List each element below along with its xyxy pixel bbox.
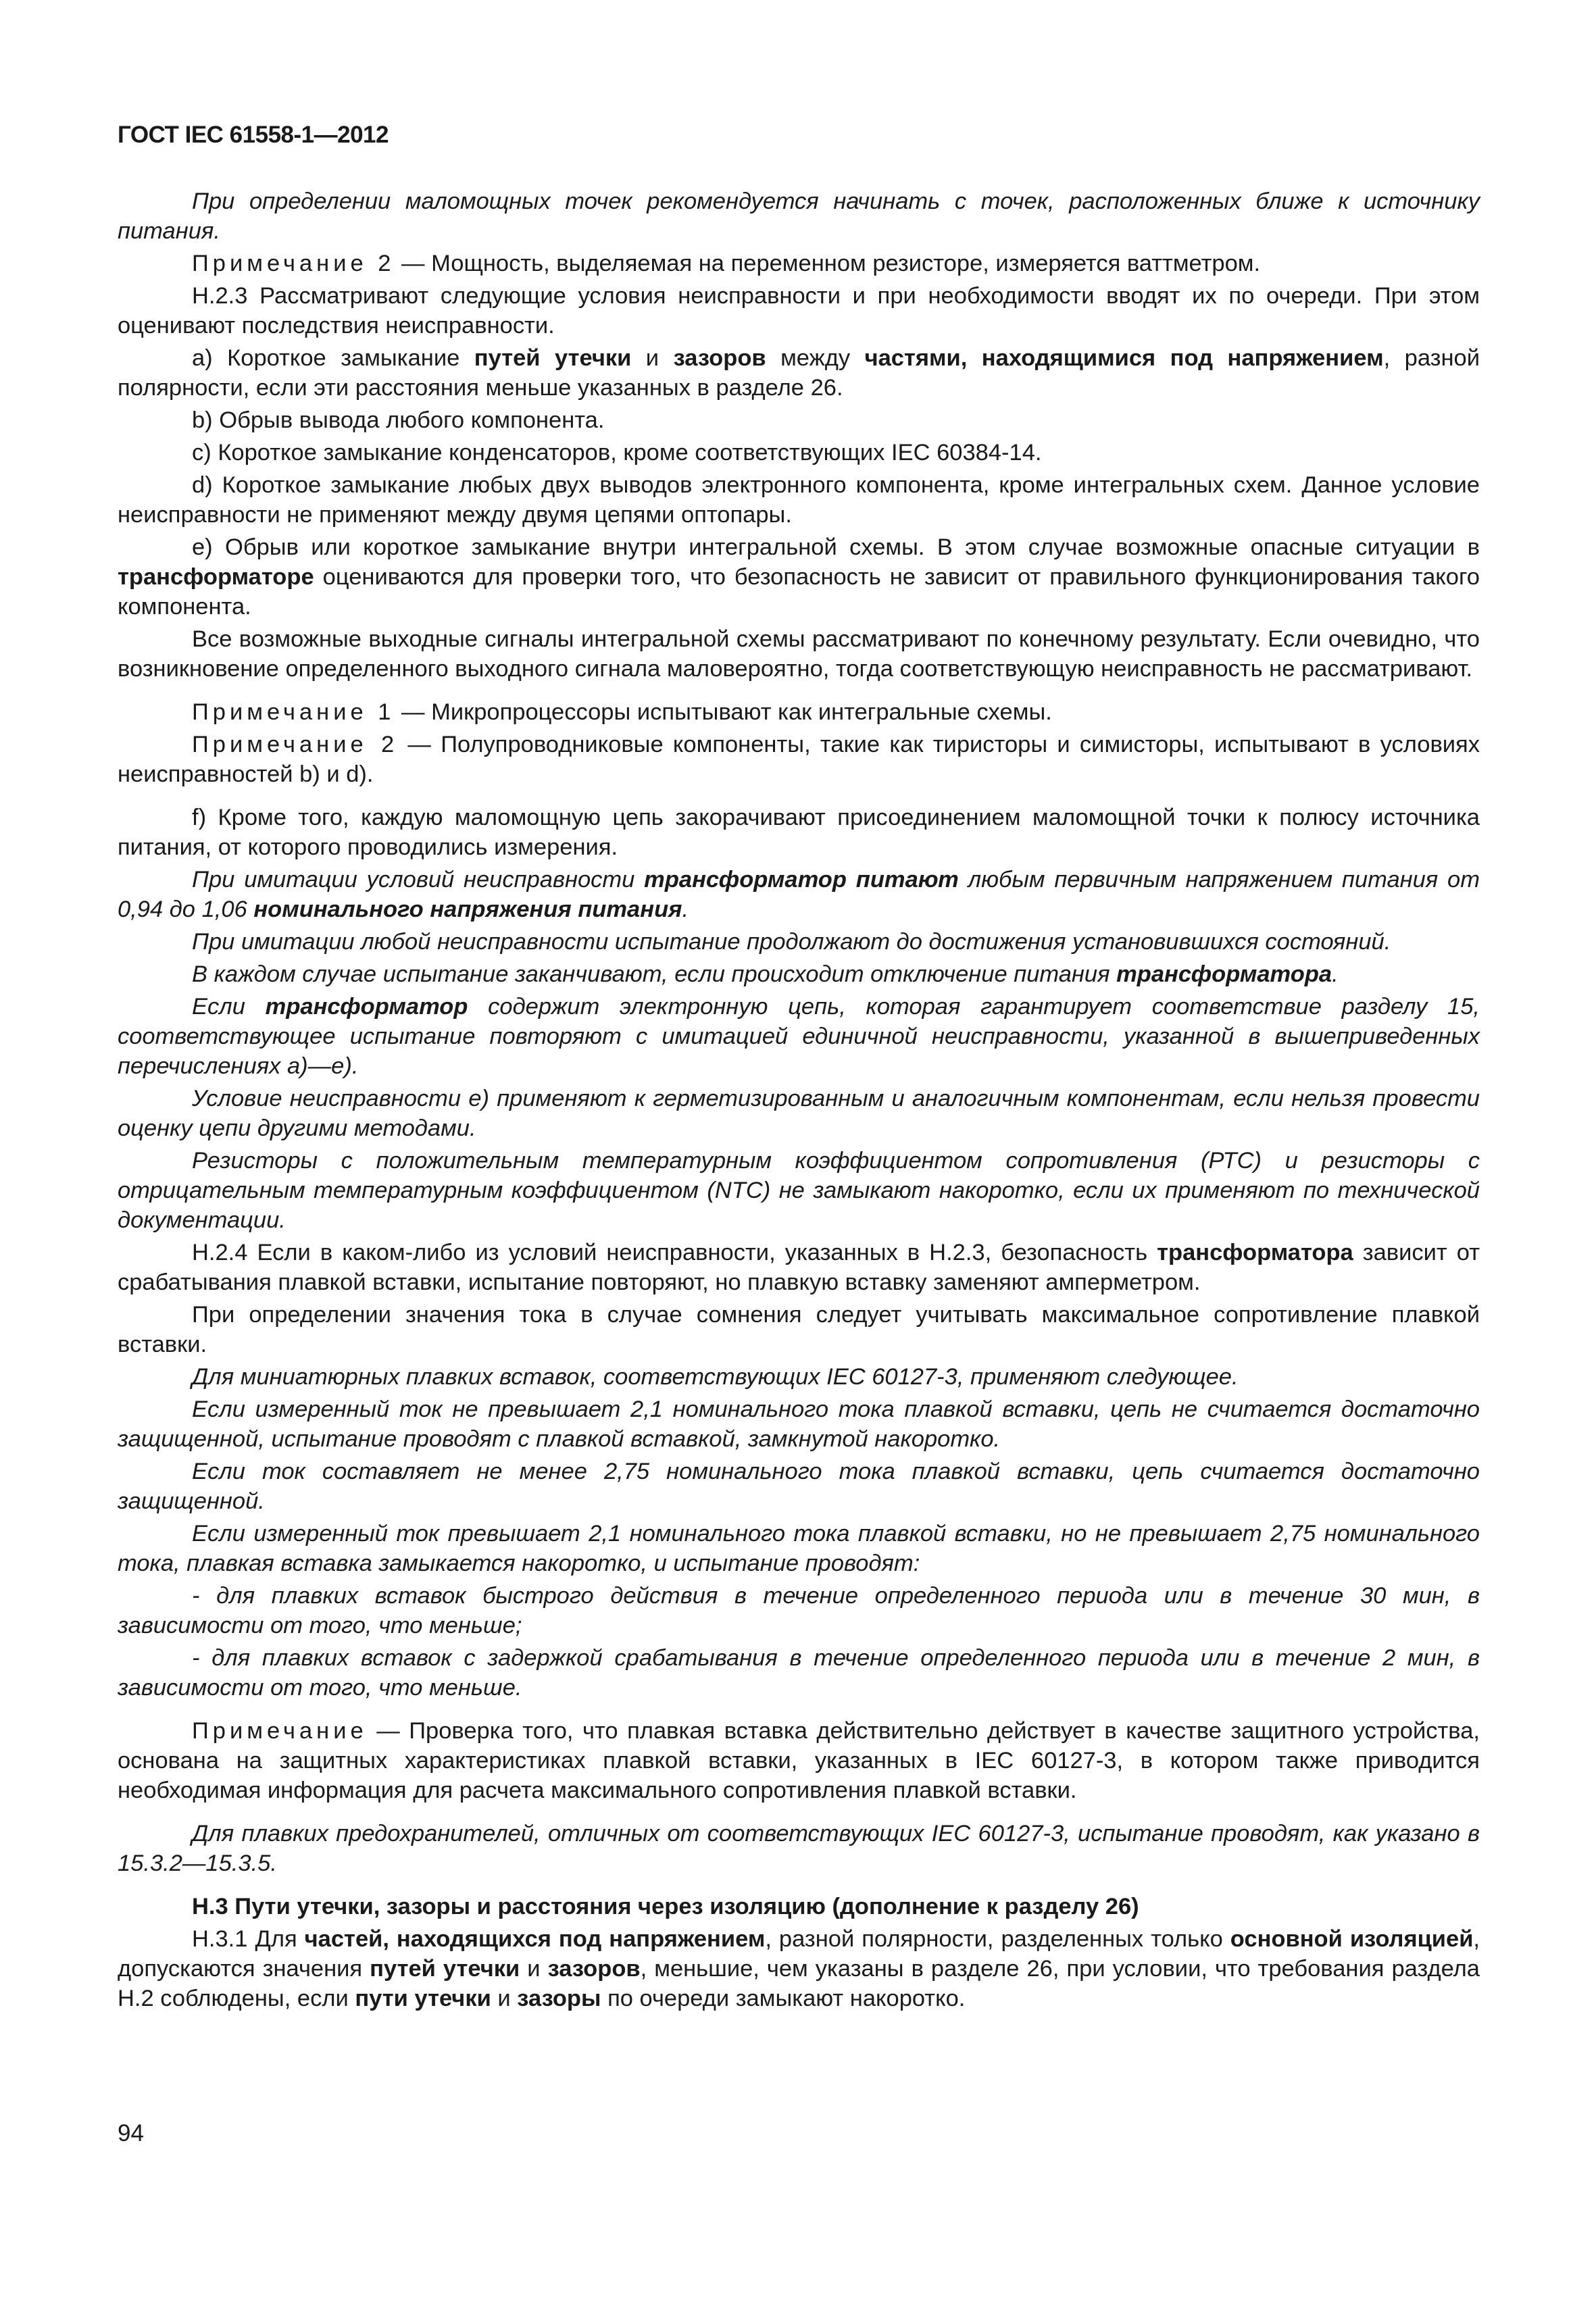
text-run: а) Короткое замыкание <box>192 345 474 371</box>
text-run: , меньшие, чем указаны в разделе 26, при условии, что требования раздела Н.2 соблюдены, если <box>118 1956 1480 2011</box>
paragraph: При определении маломощных точек рекомендуется начинать с точек, расположенных ближе к источнику питания. <box>118 188 1480 244</box>
paragraph: Все возможные выходные сигналы интегральной схемы рассматривают по конечному результату. Если очевидно, что возникновение определенного выходного сигнала маловероятно, тогда соответствующую неисправность не рассматривают. <box>118 626 1480 682</box>
note-text: — Мощность, выделяемая на переменном резисторе, измеряется ваттметром. <box>395 251 1261 276</box>
term-bold: путей утечки <box>370 1956 520 1982</box>
text-run: Н.2.4 Если в каком-либо из условий неисправности, указанных в Н.2.3, безопасность <box>192 1240 1157 1265</box>
text-run: и <box>520 1956 548 1982</box>
term-bold: номинального напряжения питания <box>253 897 682 922</box>
term-bold: зазоры <box>517 1986 601 2011</box>
term-bold: трансформатора <box>1157 1240 1353 1265</box>
text-run: Н.3.1 Для <box>192 1926 305 1952</box>
paragraph <box>118 532 1480 622</box>
paragraph: При определении значения тока в случае сомнения следует учитывать максимальное сопротивление плавкой вставки. <box>118 1302 1480 1357</box>
paragraph: Если ток составляет не менее 2,75 номинального тока плавкой вставки, цепь считается достаточно защищенной. <box>118 1459 1480 1514</box>
paragraph: - для плавких вставок с задержкой срабатывания в течение определенного периода или в течение 2 мин, в зависимости от того, что меньше. <box>118 1645 1480 1701</box>
paragraph: Условие неисправности е) применяют к герметизированным и аналогичным компонентам, если нельзя провести оценку цепи другими методами. <box>118 1086 1480 1141</box>
paragraph: b) Обрыв вывода любого компонента. <box>192 407 605 433</box>
text-run: и <box>631 345 674 371</box>
paragraph <box>118 1924 1480 2013</box>
paragraph: f) Кроме того, каждую маломощную цепь закорачивают присоединением маломощной точки к полюсу источника питания, от которого проводились измерения. <box>118 805 1480 860</box>
text-run: , разной полярности, если эти расстояния меньше указанных в разделе 26. <box>118 345 1480 401</box>
paragraph: Для миниатюрных плавких вставок, соответствующих IEC 60127-3, применяют следующее. <box>192 1364 1239 1390</box>
text-run: В каждом случае испытание заканчивают, если происходит отключение питания <box>192 961 1117 987</box>
paragraph: Если измеренный ток превышает 2,1 номинального тока плавкой вставки, но не превышает 2,75 номинального тока, плавкая вставка замыкается накоротко, и испытание проводят: <box>118 1521 1480 1576</box>
note-text: — Микропроцессоры испытывают как интегральные схемы. <box>395 699 1052 725</box>
term-bold: трансформатор <box>265 994 468 1020</box>
note-text: — Полупроводниковые компоненты, такие как тиристоры и симисторы, испытывают в условиях неисправностей b) и d). <box>118 732 1480 787</box>
paragraph: d) Короткое замыкание любых двух выводов электронного компонента, кроме интегральных схем. Данное условие неисправности не применяют между двумя цепями оптопары. <box>118 472 1480 528</box>
term-bold: частями, находящимися под напряжением <box>864 345 1384 371</box>
text-run: и <box>491 1986 518 2011</box>
paragraph <box>118 1238 1480 1297</box>
term-bold: пути утечки <box>355 1986 491 2011</box>
note-label: Примечание <box>192 1718 368 1744</box>
text-run: содержит электронную цепь, которая гарантирует соответствие разделу 15, соответствующее испытание повторяют с имитацией единичной неисправности, указанной в вышеприведенных перечислениях а)—е). <box>118 994 1480 1079</box>
text-run: оцениваются для проверки того, что безопасность не зависит от правильного функционирования такого компонента. <box>118 564 1480 620</box>
text-run: , разной полярности, разделенных только <box>765 1926 1230 1952</box>
term-bold: частей, находящихся под напряжением <box>304 1926 766 1952</box>
text-run: любым первичным напряжением питания от 0,94 до 1,06 <box>118 867 1480 922</box>
term-bold: зазоров <box>673 345 766 371</box>
note-label: Примечание 1 <box>192 699 395 725</box>
text-run: . <box>1332 961 1339 987</box>
text-run: по очереди замыкают накоротко. <box>601 1986 966 2011</box>
note-paragraph <box>118 697 1480 727</box>
paragraph: Резисторы с положительным температурным коэффициентом сопротивления (РТС) и резисторы с отрицательным температурным коэффициентом (NTC) не замыкают накоротко, если их применяют по технической документации. <box>118 1148 1480 1233</box>
paragraph <box>118 343 1480 403</box>
paragraph: При имитации любой неисправности испытание продолжают до достижения установившихся состояний. <box>192 929 1391 955</box>
term-bold: путей утечки <box>474 345 632 371</box>
term-bold: трансформатор питают <box>644 867 959 892</box>
paragraph <box>118 959 1480 989</box>
paragraph: - для плавких вставок быстрого действия в течение определенного периода или в течение 30 мин, в зависимости от того, что меньше; <box>118 1583 1480 1638</box>
paragraph: Если измеренный ток не превышает 2,1 номинального тока плавкой вставки, цепь не считается достаточно защищенной, испытание проводят с плавкой вставкой, замкнутой накоротко. <box>118 1397 1480 1452</box>
page-number: 94 <box>118 2120 144 2146</box>
term-bold: зазоров <box>547 1956 641 1982</box>
note-text: — Проверка того, что плавкая вставка действительно действует в качестве защитного устройства, основана на защитных характеристиках плавкой вставки, указанных в IEC 60127-3, в котором также приводится необходимая информация для расчета максимального сопротивления плавкой вставки. <box>118 1718 1480 1803</box>
text-run: е) Обрыв или короткое замыкание внутри интегральной схемы. В этом случае возможные опасные ситуации в <box>192 534 1480 560</box>
paragraph: с) Короткое замыкание конденсаторов, кроме соответствующих IEC 60384-14. <box>192 440 1042 466</box>
note-label: Примечание 2 <box>192 732 399 757</box>
text-run: , допускаются значения <box>118 1926 1480 1982</box>
text-run: зависит от срабатывания плавкой вставки, испытание повторяют, но плавкую вставку заменяют амперметром. <box>118 1240 1480 1295</box>
note-paragraph <box>118 1716 1480 1805</box>
paragraph <box>118 992 1480 1081</box>
term-bold: основной изоляцией <box>1230 1926 1474 1952</box>
note-label: Примечание 2 <box>192 251 395 276</box>
text-run: Если <box>192 994 266 1020</box>
paragraph: Для плавких предохранителей, отличных от соответствующих IEC 60127-3, испытание проводят, как указано в 15.3.2—15.3.5. <box>118 1821 1480 1876</box>
text-run: При имитации условий неисправности <box>192 867 645 892</box>
section-heading: Н.3 Пути утечки, зазоры и расстояния через изоляцию (дополнение к разделу 26) <box>192 1894 1139 1919</box>
paragraph <box>118 865 1480 924</box>
text-run: . <box>682 897 689 922</box>
document-body <box>118 186 1480 2013</box>
note-paragraph <box>118 730 1480 789</box>
text-run: между <box>766 345 865 371</box>
term-bold: трансформатора <box>1116 961 1332 987</box>
document-header: ГОСТ IEC 61558-1—2012 <box>118 122 389 148</box>
paragraph: Н.2.3 Рассматривают следующие условия неисправности и при необходимости вводят их по очереди. При этом оценивают последствия неисправности. <box>118 283 1480 338</box>
term-bold: трансформаторе <box>118 564 314 590</box>
document-page <box>118 122 1480 2016</box>
note-paragraph <box>118 249 1480 278</box>
